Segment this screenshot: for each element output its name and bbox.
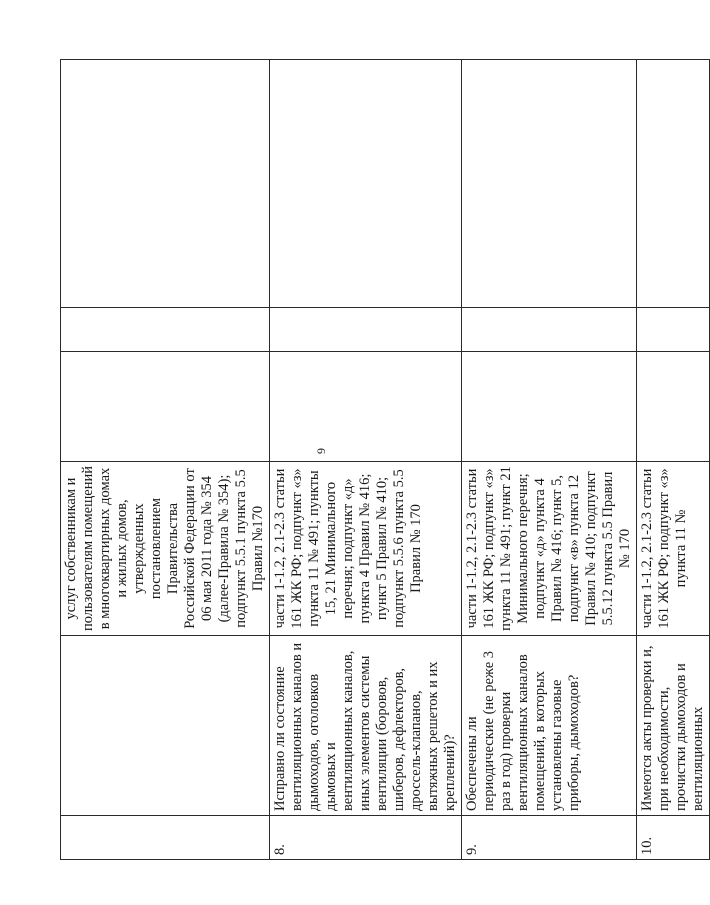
table-cell	[637, 60, 710, 308]
legal-basis-cell: части 1-1.2, 2.1-2.3 статьи 161 ЖК РФ; подпункт «з» пункта 11 № 491; пункт 21 Минимального перечня; подпункт «д» пункта 4 Правил № 416; пункт 5, подпункт «в» пункта 12 Правил № 410; подпункт 5.5.12 пункта 5.5 Правил № 170	[462, 462, 637, 636]
inspection-table	[60, 59, 710, 860]
table-row	[462, 60, 637, 860]
table-cell	[270, 352, 462, 462]
row-number-cell: 9.	[462, 816, 637, 860]
table-row	[61, 60, 270, 860]
table-cell	[270, 308, 462, 352]
table-row	[270, 60, 462, 860]
table-cell	[637, 352, 710, 462]
table-cell	[61, 308, 270, 352]
legal-basis-cell: услуг собственникам и пользователям помещений в многоквартирных домах и жилых домов, утвержденных постановлением Правительства Российской Федерации от 06 мая 2011 года № 354 (далее-Правила № 354); подпункт 5.5.1 пункта 5.5 Правил №170	[61, 462, 270, 636]
page-number: 9	[314, 448, 328, 454]
question-cell: Обеспечены ли периодические (не реже 3 раз в год) проверки вентиляционных каналов помещений, в которых установлены газовые приборы, дымоходов?	[462, 636, 637, 816]
row-number-cell: 10.	[637, 816, 710, 860]
table-cell	[61, 352, 270, 462]
row-number-cell: 8.	[270, 816, 462, 860]
question-cell: Исправно ли состояние вентиляционных каналов и дымоходов, оголовков дымовых и вентиляционных каналов, иных элементов системы вентиляции (боровов, шиберов, дефлекторов, дроссель-клапанов, вытяжных решеток и их креплений)?	[270, 636, 462, 816]
table-cell	[462, 60, 637, 308]
table-cell	[270, 60, 462, 308]
table-cell	[462, 308, 637, 352]
row-number-cell	[61, 816, 270, 860]
question-cell	[61, 636, 270, 816]
question-cell: Имеются акты проверки и, при необходимости, прочистки дымоходов и вентиляционных	[637, 636, 710, 816]
rotated-table-wrapper	[60, 60, 706, 860]
table-row	[637, 60, 710, 860]
table-cell	[61, 60, 270, 308]
legal-basis-cell: части 1-1.2, 2.1-2.3 статьи 161 ЖК РФ; подпункт «з» пункта 11 № 491; пункты 15, 21 Минимального перечня; подпункт «д» пункта 4 Правил № 416; пункт 5 Правил № 410; подпункт 5.5.6 пункта 5.5 Правил № 170	[270, 462, 462, 636]
table-cell	[637, 308, 710, 352]
table-cell	[462, 352, 637, 462]
legal-basis-cell: части 1-1.2, 2.1-2.3 статьи 161 ЖК РФ; подпункт «з» пункта 11 №	[637, 462, 710, 636]
